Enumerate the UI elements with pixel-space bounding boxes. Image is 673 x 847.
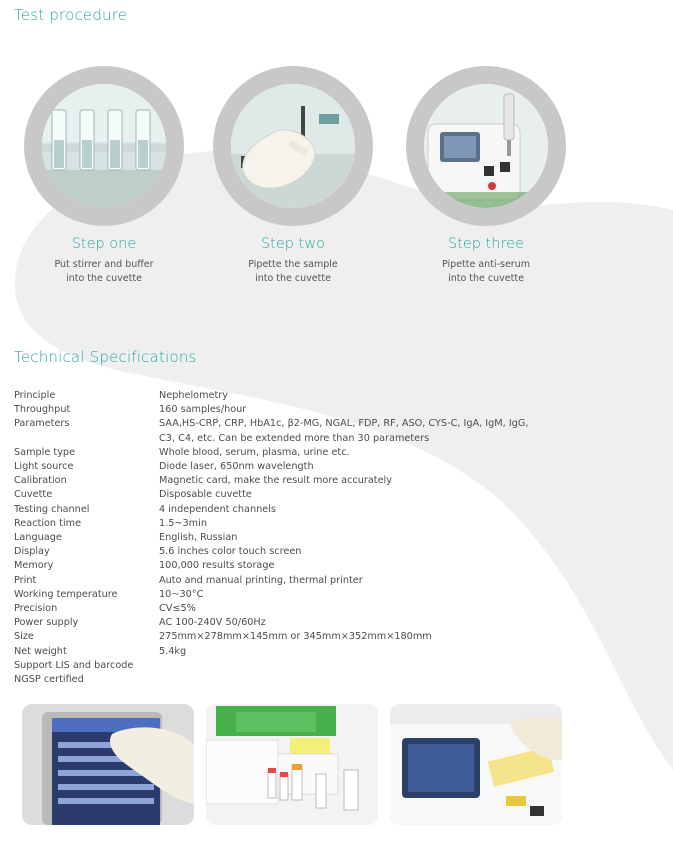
spec-label: Memory	[14, 560, 54, 572]
step-one-image	[42, 84, 166, 208]
spec-label: Support LIS and barcode	[14, 659, 134, 671]
spec-label: Reaction time	[14, 517, 82, 529]
spec-value: 10~30°C	[159, 588, 204, 600]
spec-row-power-supply	[14, 616, 574, 630]
spec-label: Calibration	[14, 475, 67, 487]
step-two-block	[213, 66, 373, 286]
spec-label: Parameters	[14, 418, 70, 430]
spec-value: 160 samples/hour	[159, 404, 247, 416]
spec-label: Print	[14, 574, 37, 586]
spec-value-line2: C3, C4, etc. Can be extended more than 30 parameters	[159, 432, 430, 444]
step-three-title: Step three	[448, 236, 524, 252]
spec-value: 5.4kg	[159, 645, 187, 657]
photo-reagent-kit	[206, 704, 378, 825]
step-one-image-ring	[24, 66, 184, 226]
step-three-description	[406, 258, 566, 286]
spec-label: NGSP certified	[14, 674, 84, 686]
step-three-image	[424, 84, 548, 208]
spec-row-language	[14, 531, 574, 545]
photo-touchscreen	[22, 704, 194, 825]
spec-label: Testing channel	[14, 503, 90, 515]
step-one-title: Step one	[71, 236, 137, 252]
spec-row-calibration	[14, 474, 574, 488]
spec-label: Display	[14, 546, 50, 558]
spec-label: Precision	[14, 603, 58, 615]
spec-row-precision	[14, 602, 574, 616]
spec-value: English, Russian	[159, 532, 238, 544]
spec-label: Working temperature	[14, 588, 118, 600]
spec-value: 5.6 inches color touch screen	[159, 546, 302, 558]
spec-row-net-weight	[14, 645, 574, 659]
spec-value: AC 100-240V 50/60Hz	[159, 617, 266, 629]
spec-label: Net weight	[14, 645, 67, 657]
step-two-description	[213, 258, 373, 286]
step-two-desc-line2: into the cuvette	[255, 273, 331, 284]
spec-value-line1: SAA,HS-CRP, CRP, HbA1c, β2-MG, NGAL, FDP, RF, ASO, CYS-C, IgA, IgM, IgG,	[159, 418, 529, 430]
spec-row-light-source	[14, 460, 574, 474]
step-two-desc-line1: Pipette the sample	[248, 259, 338, 270]
spec-row-cuvette	[14, 488, 574, 502]
spec-label: Power supply	[14, 617, 79, 629]
photo-analyzer-card	[390, 704, 562, 825]
spec-row-display	[14, 545, 574, 559]
spec-value: 275mm×278mm×145mm or 345mm×352mm×180mm	[159, 631, 432, 643]
spec-value: 100,000 results storage	[159, 560, 275, 572]
spec-value: Diode laser, 650nm wavelength	[159, 461, 314, 473]
step-two-title: Step two	[260, 236, 326, 252]
specifications-list	[14, 389, 574, 687]
step-three-desc-line2: into the cuvette	[448, 273, 524, 284]
step-two-image-ring	[213, 66, 373, 226]
spec-row-memory	[14, 559, 574, 573]
spec-value: 4 independent channels	[159, 503, 276, 515]
step-three-block	[406, 66, 566, 286]
spec-label: Sample type	[14, 446, 76, 458]
spec-value: Whole blood, serum, plasma, urine etc.	[159, 446, 350, 458]
step-three-image-ring	[406, 66, 566, 226]
spec-row-testing-channel	[14, 503, 574, 517]
step-one-desc-line2: into the cuvette	[66, 273, 142, 284]
spec-label: Size	[14, 631, 34, 643]
test-procedure-heading: Test procedure	[14, 6, 128, 24]
spec-value: Disposable cuvette	[159, 489, 252, 501]
spec-row-principle	[14, 389, 574, 403]
step-one-desc-line1: Put stirrer and buffer	[54, 259, 154, 270]
spec-row-parameters	[14, 417, 574, 445]
spec-value: CV≤5%	[159, 603, 196, 615]
spec-row-sample-type	[14, 446, 574, 460]
spec-row-print	[14, 574, 574, 588]
spec-value	[159, 417, 574, 445]
step-two-image	[231, 84, 355, 208]
spec-label: Language	[14, 532, 62, 544]
step-three-desc-line1: Pipette anti-serum	[442, 259, 530, 270]
spec-value: Auto and manual printing, thermal printer	[159, 574, 363, 586]
spec-row-reaction-time	[14, 517, 574, 531]
spec-label: Throughput	[14, 404, 71, 416]
spec-value: 1.5~3min	[159, 517, 207, 529]
step-one-description	[24, 258, 184, 286]
spec-value: Magnetic card, make the result more accurately	[159, 475, 392, 487]
spec-row-throughput	[14, 403, 574, 417]
step-one-block	[24, 66, 184, 286]
spec-row-lis-barcode	[14, 659, 574, 673]
spec-row-ngsp	[14, 673, 574, 687]
spec-label: Principle	[14, 390, 56, 401]
technical-specifications-heading: Technical Specifications	[14, 348, 197, 366]
spec-row-size	[14, 630, 574, 644]
spec-label: Cuvette	[14, 489, 53, 501]
spec-row-working-temperature	[14, 588, 574, 602]
spec-value: Nephelometry	[159, 390, 228, 401]
spec-label: Light source	[14, 461, 74, 473]
